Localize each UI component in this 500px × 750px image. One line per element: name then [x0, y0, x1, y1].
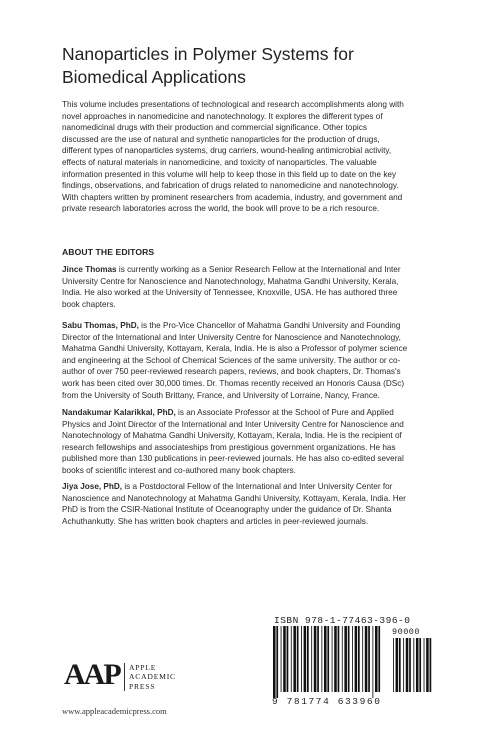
- editor-name: Jiya Jose, PhD,: [62, 482, 123, 491]
- editor-bio-line: Achuthankutty. She has written book chapters and articles in peer-reviewed journals.: [62, 516, 369, 526]
- description-line: different types of nanoparticles systems, drug carriers, wound-healing antimicrobial activity,: [62, 146, 392, 156]
- description-line: This volume includes presentations of technological and research accomplishments along with: [62, 100, 404, 109]
- description-line: With chapters written by prominent researchers from academia, industry, and government and: [62, 192, 403, 202]
- publisher-name-line: PRESS: [129, 681, 156, 691]
- description-line: information presented in this volume will help to keep those in this field up to date on the key: [62, 169, 397, 179]
- barcode-bar: [317, 626, 319, 692]
- barcode-bar: [378, 626, 380, 692]
- barcode-bar: [372, 626, 373, 698]
- barcode-bar: [281, 626, 282, 692]
- editor-bio-text: is an Associate Professor at the School of Pure and Applied: [175, 408, 394, 417]
- book-title: [62, 43, 462, 89]
- barcode-bar: [342, 626, 343, 692]
- barcode-bar: [419, 638, 421, 692]
- title-line-2: Biomedical Applications: [62, 67, 246, 87]
- editor-bio-line: books of scientific interest and co-authored many book chapters.: [62, 465, 296, 475]
- editor-bio-line: author of over 750 peer-reviewed research papers, reviews, and book chapters, Dr. Thomas's: [62, 367, 401, 377]
- editor-bio-line: and engineering at the School of Chemical Sciences of the same university. The author or co-: [62, 355, 401, 365]
- barcode-bar: [314, 626, 317, 692]
- barcode-bar: [430, 638, 432, 692]
- description-line: discussed are the use of natural and synthetic nanoparticles for the production of drugs,: [62, 134, 380, 144]
- editor-bio-line: Nanotechnology of Mahatma Gandhi University, Kottayam, Kerala, India. He is the recipient of: [62, 431, 402, 441]
- editor-bio-line: India. He also worked at the University of Tennessee, Knoxville, USA. He has authored three: [62, 288, 398, 298]
- barcode-bar: [426, 638, 429, 692]
- barcode-bar: [276, 626, 278, 698]
- barcode-bar: [358, 626, 360, 692]
- barcode-bar: [334, 626, 337, 692]
- editor-bio-line: Director of the International and Inter University Centre for Nanoscience and Nanotechnology,: [62, 332, 401, 342]
- barcode-bar: [301, 626, 302, 692]
- barcode-bar: [406, 638, 409, 692]
- description-paragraph: [62, 99, 442, 215]
- isbn-barcode: [272, 615, 435, 710]
- editor-bio-nandakumar-kalarikkal: [62, 407, 442, 477]
- editor-bio-line: Nanoscience and Nanotechnology at Mahatma Gandhi University, Kottayam, Kerala, India. Her: [62, 493, 406, 503]
- barcode-bar: [283, 626, 286, 692]
- barcode-bar: [287, 626, 289, 692]
- editor-bio-line: University Centre for Nanoscience and Nanotechnology, Mahatma Gandhi University, Kerala,: [62, 276, 399, 286]
- barcode-bar: [355, 626, 358, 692]
- barcode-bar: [273, 626, 276, 698]
- publisher-name-line: ACADEMIC: [129, 672, 176, 682]
- barcode-bar: [396, 638, 399, 692]
- description-line: private research laboratories across the world, the book will prove to be a rich resource.: [62, 204, 380, 214]
- publisher-logo: [64, 658, 194, 698]
- publisher-name: [129, 663, 176, 691]
- barcode-bar: [344, 626, 347, 692]
- barcode-bar: [293, 626, 296, 692]
- editor-bio-sabu-thomas: [62, 320, 442, 401]
- editor-bio-line: book chapters.: [62, 299, 116, 309]
- editor-name: Jince Thomas: [62, 265, 117, 274]
- barcode-bar: [311, 626, 312, 692]
- editor-bio-text: is the Pro-Vice Chancellor of Mahatma Gandhi University and Founding: [138, 321, 401, 330]
- editor-bio-line: Mahatma Gandhi University, Kottayam, Kerala, India. He is also a Professor of polymer science: [62, 344, 408, 354]
- price-code: 90000: [392, 627, 421, 637]
- barcode-bar: [348, 626, 350, 692]
- editor-bio-line: work has been cited over 30,000 times. Dr. Thomas recently received an Honoris Causa (DSc): [62, 378, 405, 388]
- publisher-url[interactable]: www.appleacademicpress.com: [62, 706, 167, 716]
- description-line: nanomedicinal drugs with their production and commercial significance. Other topics: [62, 123, 367, 133]
- editor-bio-line: Physics and Joint Director of the International and Inter University Centre for Nanoscience and: [62, 419, 404, 429]
- logo-divider: [124, 663, 125, 691]
- barcode-bar: [424, 638, 425, 692]
- barcode-bar: [365, 626, 368, 692]
- title-line-1: Nanoparticles in Polymer Systems for: [62, 44, 354, 64]
- barcode-bar: [416, 638, 419, 692]
- editor-name: Sabu Thomas, PhD,: [62, 321, 139, 330]
- barcode-bar: [297, 626, 299, 692]
- barcode-bar: [362, 626, 363, 692]
- barcode-bar: [399, 638, 401, 692]
- ean-digits: 9 781774 633960: [272, 696, 382, 707]
- barcode-bar: [332, 626, 333, 692]
- about-editors-heading: ABOUT THE EDITORS: [62, 247, 155, 257]
- editor-bio-text: is currently working as a Senior Research Fellow at the International and Inter: [116, 265, 401, 274]
- description-line: findings, observations, and fabrication of drugs related to nanomedicine and nanotechnology.: [62, 181, 399, 191]
- isbn-number: ISBN 978-1-77463-396-0: [274, 615, 411, 626]
- barcode-bar: [321, 626, 322, 692]
- ean-barcode-bars: [272, 626, 384, 698]
- editor-bio-line: published more than 130 publications in peer-reviewed journals. He has also co-edited several: [62, 454, 404, 464]
- barcode-bar: [413, 638, 414, 692]
- publisher-name-line: APPLE: [129, 663, 157, 672]
- barcode-bar: [352, 626, 353, 692]
- description-line: effects of natural materials in nanomedicine, and toxicity of nanoparticles. The valuable: [62, 157, 377, 167]
- barcode-bar: [291, 626, 292, 692]
- addon-barcode-bars: [392, 638, 432, 698]
- editor-bio-line: research fellowships and associateships from prestigious government organizations. He has: [62, 442, 396, 452]
- publisher-logo-mark: AAP: [64, 658, 120, 691]
- barcode-bar: [307, 626, 309, 692]
- barcode-bar: [393, 638, 394, 692]
- barcode-bar: [368, 626, 370, 692]
- editor-bio-line: from the University of South Brittany, France, and University of Lorraine, Nancy, France.: [62, 390, 380, 400]
- description-line: novel approaches in nanomedicine and nanotechnology. It explores the different types of: [62, 111, 383, 121]
- editor-bio-jiya-jose: [62, 481, 442, 527]
- barcode-bar: [304, 626, 307, 692]
- barcode-bar: [327, 626, 329, 692]
- barcode-bar: [409, 638, 411, 692]
- barcode-bar: [375, 626, 378, 692]
- barcode-bar: [338, 626, 340, 692]
- barcode-bar: [403, 638, 404, 692]
- editor-bio-line: PhD is from the CSIR-National Institute of Oceanography under the guidance of Dr. Shanta: [62, 505, 392, 515]
- barcode-bar: [324, 626, 327, 692]
- editor-bio-jince-thomas: [62, 264, 442, 310]
- editor-bio-text: is a Postdoctoral Fellow of the International and Inter University Center for: [122, 482, 393, 491]
- editor-name: Nandakumar Kalarikkal, PhD,: [62, 408, 176, 417]
